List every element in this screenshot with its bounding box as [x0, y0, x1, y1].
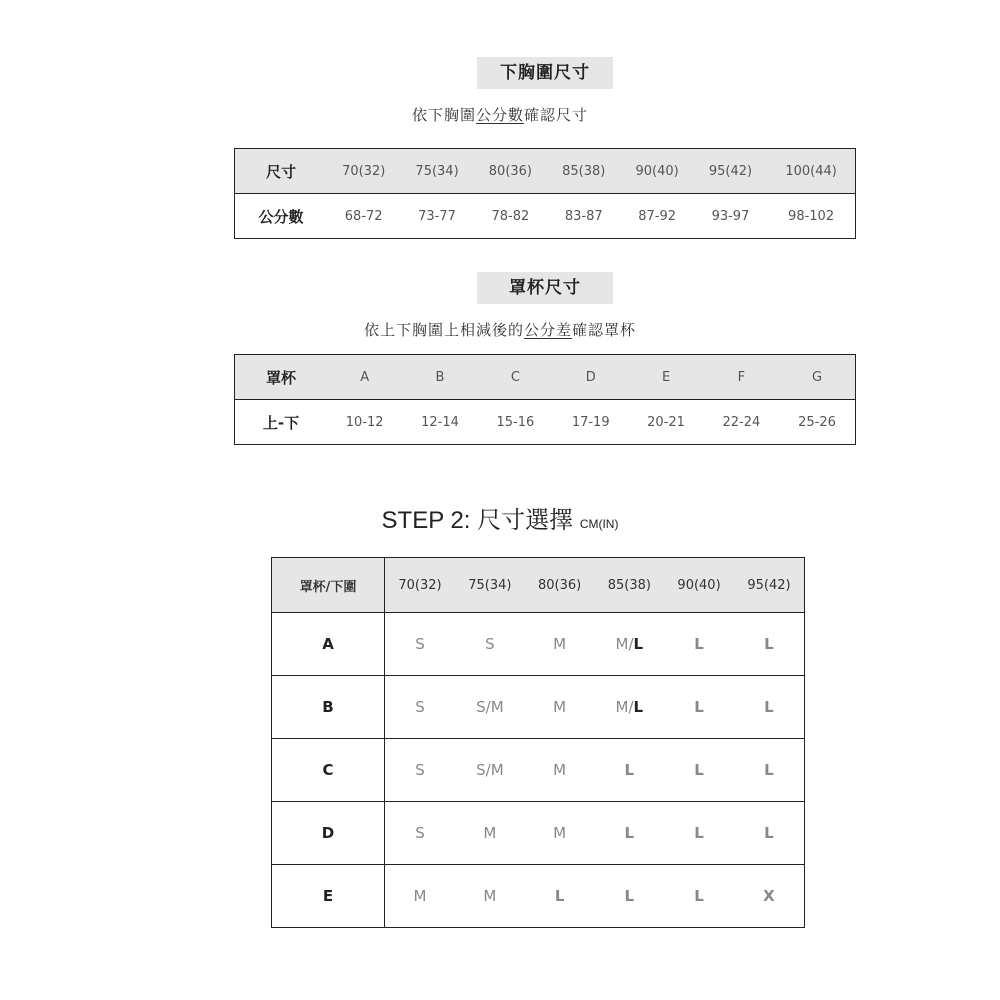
band-subtitle-underlined: 公分數: [475, 106, 524, 124]
cup-label: B: [272, 676, 385, 739]
size-cell: L: [594, 802, 664, 865]
cup-diff-cell: 20-21: [647, 414, 685, 430]
cup-size-title: 罩杯尺寸: [477, 272, 613, 304]
band-cm-cell: 78-82: [491, 208, 530, 224]
cup-letter-cell: D: [553, 355, 628, 400]
size-cell: S: [385, 739, 456, 802]
cup-letter-row-label: 罩杯: [235, 355, 328, 400]
size-cell: S: [455, 613, 525, 676]
size-selection-row: [272, 865, 805, 928]
size-selection-col-header: 90(40): [664, 558, 734, 613]
band-size-cell: 100(44): [767, 149, 855, 194]
band-size-cell: 80(36): [474, 149, 547, 194]
size-cell: L: [525, 865, 595, 928]
band-subtitle-pre: 依下胸圍: [411, 106, 476, 124]
cup-label: C: [272, 739, 385, 802]
size-cell: X: [734, 865, 805, 928]
cup-letter-cell: A: [327, 355, 402, 400]
size-cell: L: [664, 613, 734, 676]
size-cell: L: [594, 865, 664, 928]
band-cm-cell: 83-87: [564, 208, 603, 224]
cup-diff-cell: 25-26: [798, 414, 836, 430]
size-selection-row: [272, 613, 805, 676]
cup-diff-row: [235, 400, 856, 445]
size-selection-table: [271, 557, 805, 928]
size-cell: S/M: [455, 739, 525, 802]
cup-size-subtitle: [0, 319, 1000, 340]
band-size-row: [235, 149, 856, 194]
size-cell: M: [525, 613, 595, 676]
cup-letter-row: [235, 355, 856, 400]
size-cell: M: [525, 802, 595, 865]
band-size-title: 下胸圍尺寸: [477, 57, 613, 89]
cup-diff-row-label: 上-下: [262, 413, 300, 432]
step2-title: STEP 2: 尺寸選擇: [381, 507, 574, 534]
cup-letter-cell: E: [628, 355, 703, 400]
size-cell: L: [664, 739, 734, 802]
cup-letter-cell: G: [779, 355, 855, 400]
band-cm-cell: 73-77: [418, 208, 456, 224]
band-cm-cell: 68-72: [344, 208, 383, 224]
size-selection-col-header: 75(34): [455, 558, 525, 613]
cup-letter-cell: B: [402, 355, 477, 400]
size-cell: S/M: [455, 676, 525, 739]
band-size-table: [234, 148, 856, 239]
band-subtitle-post: 確認尺寸: [524, 106, 589, 124]
band-size-cell: 70(32): [327, 149, 400, 194]
size-selection-col-header: 85(38): [594, 558, 664, 613]
cup-diff-cell: 15-16: [496, 414, 535, 430]
band-cm-cell: 87-92: [638, 208, 676, 224]
band-size-row-label: 尺寸: [235, 149, 328, 194]
size-cell: M: [385, 865, 456, 928]
size-cell: S: [385, 613, 456, 676]
size-cell: M/L: [594, 613, 664, 676]
size-selection-row: [272, 676, 805, 739]
size-selection-row: [272, 739, 805, 802]
size-cell: M: [455, 802, 525, 865]
step2-heading: [0, 500, 1000, 535]
cup-label: A: [272, 613, 385, 676]
size-cell: M: [455, 865, 525, 928]
cup-subtitle-pre: 依上下胸圍上相減後的: [363, 321, 524, 339]
cup-diff-cell: 17-19: [571, 414, 610, 430]
band-size-cell: 90(40): [620, 149, 693, 194]
band-size-cell: 95(42): [694, 149, 767, 194]
size-selection-col-header: 70(32): [385, 558, 456, 613]
cup-subtitle-underlined: 公分差: [523, 321, 572, 339]
band-size-cell: 75(34): [400, 149, 473, 194]
cup-size-table: [234, 354, 856, 445]
band-size-subtitle: [0, 104, 1000, 125]
cup-label: E: [272, 865, 385, 928]
cup-letter-cell: C: [478, 355, 553, 400]
size-cell: S: [385, 802, 456, 865]
cup-diff-cell: 10-12: [345, 414, 384, 430]
size-selection-corner-label: 罩杯/下圍: [272, 558, 385, 613]
step2-unit: CM(IN): [579, 517, 619, 531]
size-selection-row: [272, 802, 805, 865]
cup-diff-cell: 22-24: [722, 414, 761, 430]
size-cell: S: [385, 676, 456, 739]
size-cell: L: [594, 739, 664, 802]
band-cm-cell: 93-97: [711, 208, 750, 224]
size-cell: L: [664, 865, 734, 928]
size-selection-col-header: 95(42): [734, 558, 805, 613]
cup-letter-cell: F: [704, 355, 779, 400]
band-cm-row-label: 公分數: [258, 207, 304, 226]
band-size-cell: 85(38): [547, 149, 620, 194]
cup-diff-cell: 12-14: [421, 414, 459, 430]
size-cell: M: [525, 739, 595, 802]
band-cm-row: [235, 194, 856, 239]
size-cell: M/L: [594, 676, 664, 739]
size-cell: L: [734, 676, 805, 739]
band-cm-cell: 98-102: [788, 208, 835, 224]
size-cell: L: [734, 739, 805, 802]
size-selection-header-row: [272, 558, 805, 613]
size-cell: L: [734, 613, 805, 676]
size-cell: L: [664, 676, 734, 739]
size-cell: L: [664, 802, 734, 865]
size-selection-col-header: 80(36): [525, 558, 595, 613]
cup-label: D: [272, 802, 385, 865]
cup-subtitle-post: 確認罩杯: [572, 321, 637, 339]
size-cell: L: [734, 802, 805, 865]
size-cell: M: [525, 676, 595, 739]
